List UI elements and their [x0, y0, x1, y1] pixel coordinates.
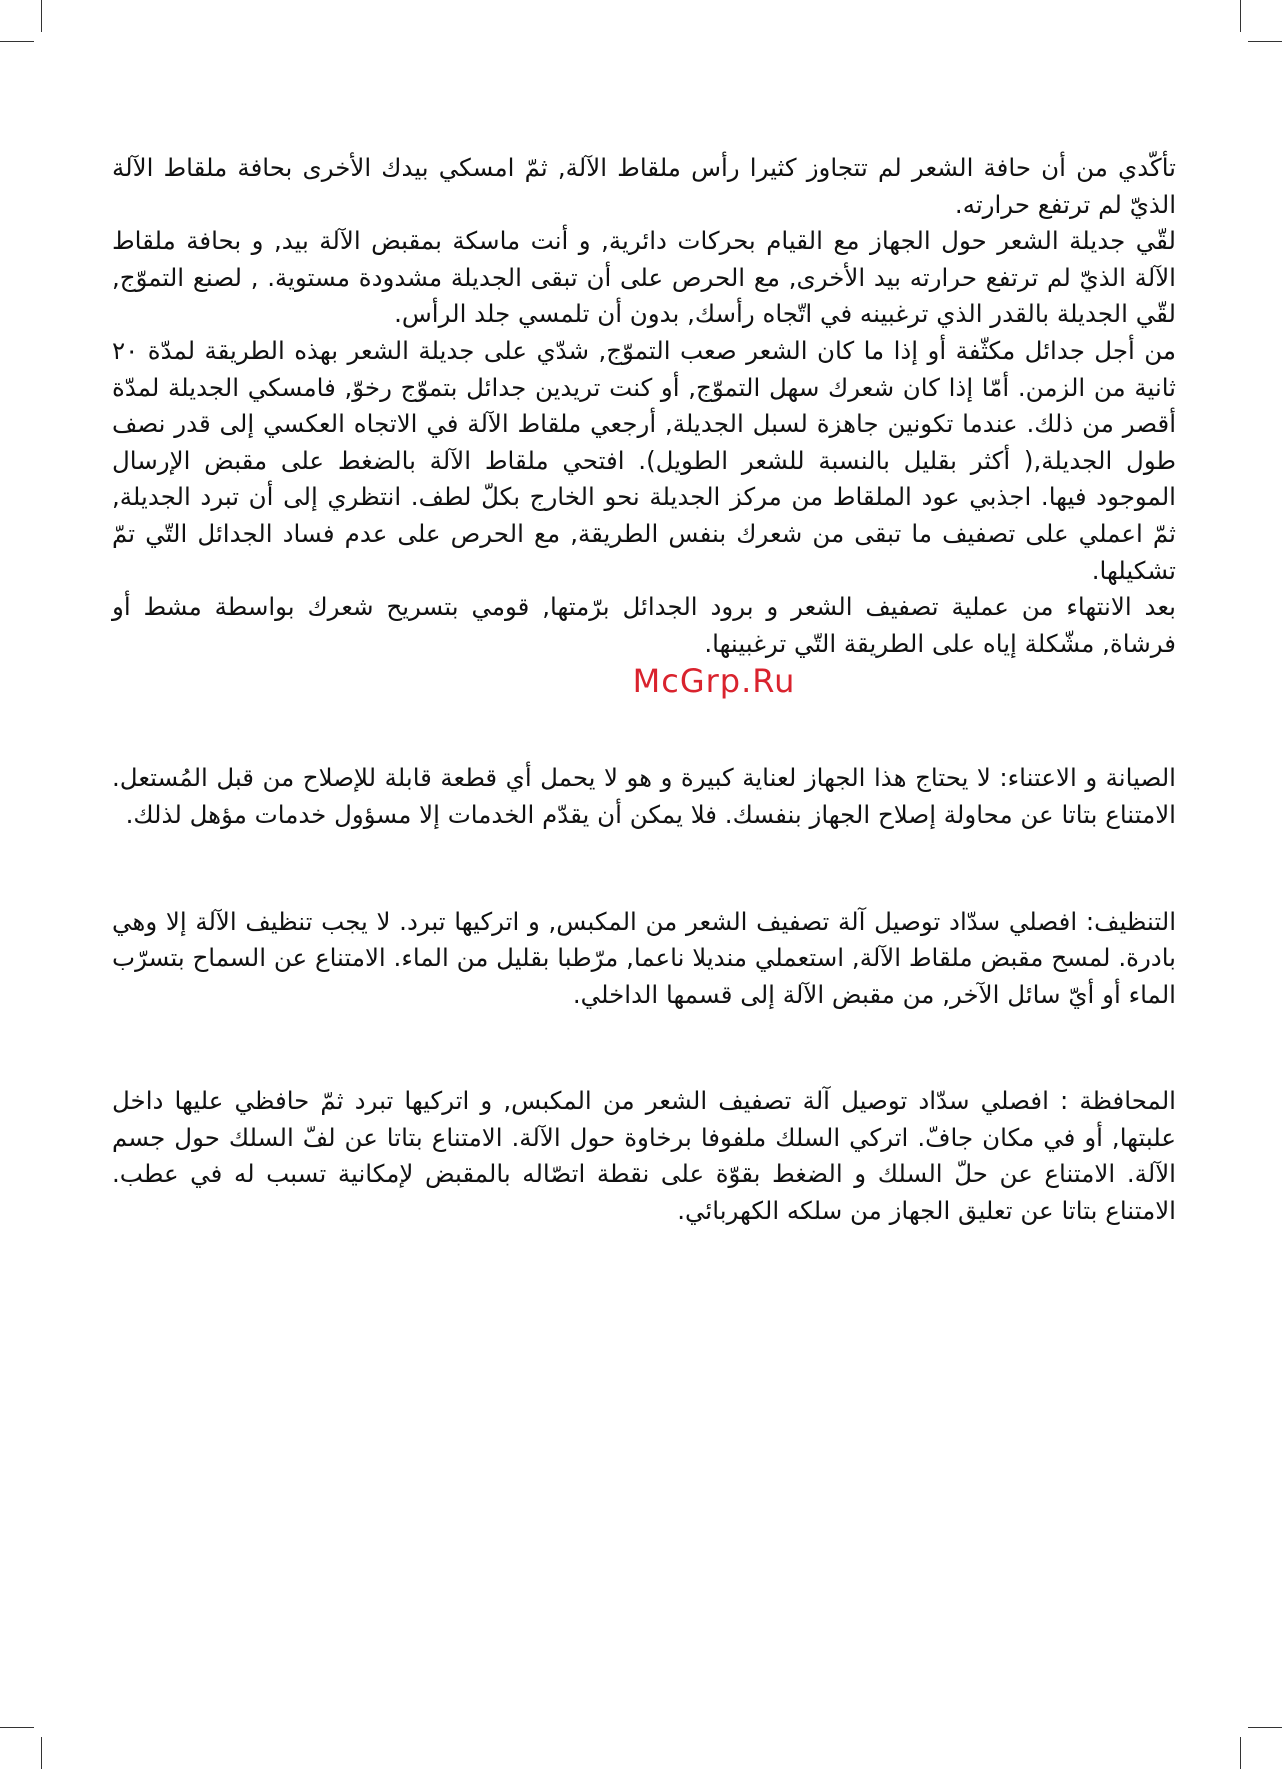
crop-mark-bottom-right [1240, 1737, 1241, 1769]
watermark: McGrp.Ru [632, 662, 796, 701]
crop-mark-top-right [1240, 0, 1241, 32]
paragraph-storage: المحافظة : افصلي سدّاد توصيل آلة تصفيف الشعر من المكبس, و اتركيها تبرد ثمّ حافظي عليها داخل علبتها, أو في مكان جافّ. اتركي السلك ملفوفا برخاوة حول الآلة. الامتناع بتاتا عن لفّ السلك حول جسم الآلة. الامتناع عن حلّ السلك و الضغط بقوّة على نقطة اتصّاله بالمقبض لإمكانية تسبب له في عطب. الامتناع بتاتا عن تعليق الجهاز من سلكه الكهربائي. [112, 1086, 1176, 1226]
paragraph-dense-curls: من أجل جدائل مكثّفة أو إذا ما كان الشعر صعب التموّج, شدّي على جديلة الشعر بهذه الطريقة لمدّة ٢٠ ثانية من الزمن. أمّا إذا كان شعرك سهل التموّج, أو كنت تريدين جدائل بتموّج رخوّ, فامسكي الجديلة لمدّة أقصر من ذلك. عندما تكونين جاهزة لسبل الجديلة, أرجعي ملقاط الآلة في الاتجاه العكسي إلى قدر نصف طول الجديلة,( أكثر بقليل بالنسبة للشعر الطويل). افتحي ملقاط الآلة بالضغط على مقبض الإرسال الموجود فيها. اجذبي عود الملقاط من مركز الجديلة نحو الخارج بكلّ لطف. انتظري إلى أن تبرد الجديلة, ثمّ اعملي على تصفيف ما تبقى من شعرك بنفس الطريقة, مع الحرص على عدم فساد الجدائل التّي تمّ تشكيلها. [112, 335, 1176, 585]
crop-mark-left-top [0, 41, 34, 42]
manual-page-text [112, 150, 1176, 1230]
paragraph-cleaning: التنظيف: افصلي سدّاد توصيل آلة تصفيف الشعر من المكبس, و اتركيها تبرد. لا يجب تنظيف الآلة إلا وهي بادرة. لمسح مقبض ملقاط الآلة, استعملي منديلا ناعما, مرّطبا بقليل من الماء. الامتناع عن السماح بتسرّب الماء أو أيّ سائل الآخر, من مقبض الآلة إلى قسمها الداخلي. [112, 906, 1176, 1009]
paragraph-maintenance: الصيانة و الاعتناء: لا يحتاج هذا الجهاز لعناية كبيرة و هو لا يحمل أي قطعة قابلة للإصلاح من قبل المُستعل. الامتناع بتاتا عن محاولة إصلاح الجهاز بنفسك. فلا يمكن أن يقدّم الخدمات إلا مسؤول خدمات مؤهل لذلك. [112, 763, 1176, 829]
paragraph-wrap-strand: لقّي جديلة الشعر حول الجهاز مع القيام بحركات دائرية, و أنت ماسكة بمقبض الآلة بيد, و بحافة ملقاط الآلة الذيّ لم ترتفع حرارته بيد الأخرى, مع الحرص على أن تبقى الجديلة مشدودة مستوية. , لصنع التموّج, لقّي الجديلة بالقدر الذي ترغبينه في اتّجاه رأسك, بدون أن تلمسي جلد الرأس. [112, 226, 1176, 329]
crop-mark-right-bottom [1248, 1727, 1282, 1728]
crop-mark-bottom-left [41, 1737, 42, 1769]
crop-mark-right-top [1248, 41, 1282, 42]
crop-mark-top-left [41, 0, 42, 32]
crop-mark-left-bottom [0, 1727, 34, 1728]
paragraph-finish-styling: بعد الانتهاء من عملية تصفيف الشعر و برود الجدائل برّمتها, قومي بتسريح شعرك بواسطة مشط أو فرشاة, مشّكلة إياه على الطريقة التّي ترغبينها. [112, 592, 1176, 658]
paragraph-check-hair-edge: تأكّدي من أن حافة الشعر لم تتجاوز كثيرا رأس ملقاط الآلة, ثمّ امسكي بيدك الأخرى بحافة ملقاط الآلة الذيّ لم ترتفع حرارته. [112, 153, 1176, 219]
